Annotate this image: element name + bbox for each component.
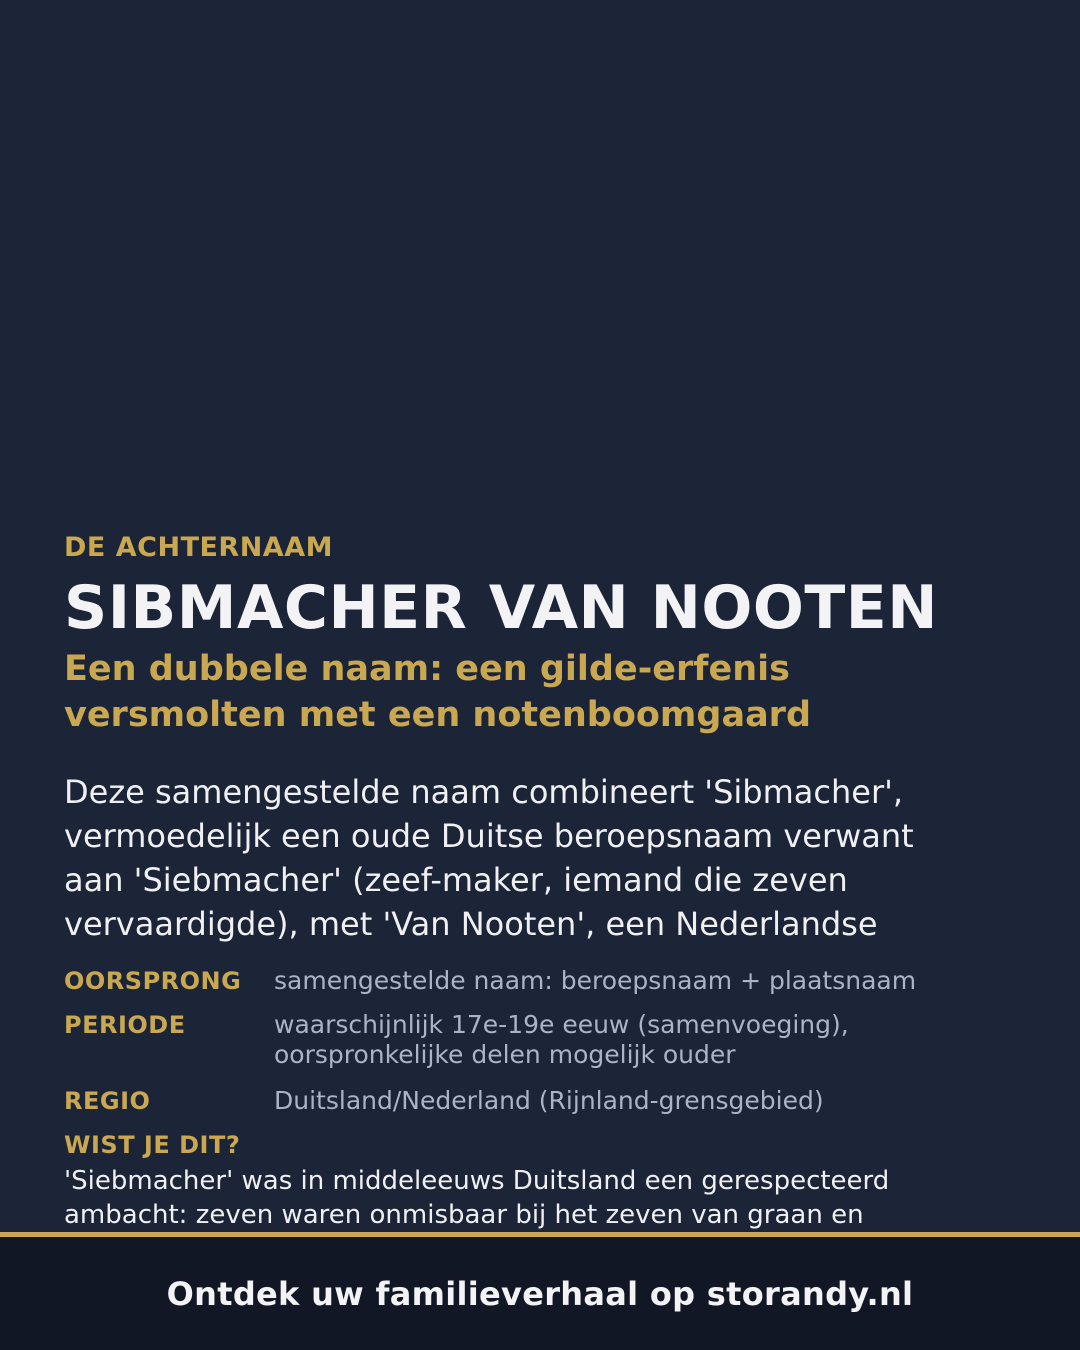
fact-value-line: waarschijnlijk 17e-19e eeuw (samenvoeging), bbox=[274, 1010, 849, 1039]
subtitle bbox=[64, 646, 1024, 738]
did-you-know-text bbox=[64, 1164, 1080, 1232]
fact-row-period bbox=[64, 1010, 1024, 1070]
footer-cta-text: Ontdek uw familieverhaal op storandy.nl bbox=[166, 1274, 914, 1313]
subtitle-line: Een dubbele naam: een gilde-erfenis bbox=[64, 649, 790, 689]
intro-line: Deze samengestelde naam combineert 'Sibmacher', bbox=[64, 773, 904, 811]
fact-label: REGIO bbox=[64, 1087, 151, 1115]
fact-label: OORSPRONG bbox=[64, 967, 242, 995]
fact-row-region bbox=[64, 1086, 1024, 1116]
did-you-know-line: 'Siebmacher' was in middeleeuws Duitsland een gerespecteerd bbox=[64, 1166, 890, 1196]
did-you-know-line: ambacht: zeven waren onmisbaar bij het zeven van graan en bbox=[64, 1200, 864, 1230]
subtitle-line: versmolten met een notenboomgaard bbox=[64, 695, 811, 735]
fact-value bbox=[274, 1010, 1024, 1070]
intro-line: vermoedelijk een oude Duitse beroepsnaam verwant bbox=[64, 817, 914, 855]
facts-list bbox=[64, 966, 1024, 1116]
fact-value-line: oorspronkelijke delen mogelijk ouder bbox=[274, 1040, 736, 1069]
footer-bar bbox=[0, 1237, 1080, 1350]
card-content bbox=[64, 530, 1024, 1160]
intro-paragraph bbox=[64, 770, 1024, 946]
did-you-know-label: WIST JE DIT? bbox=[64, 1131, 241, 1159]
intro-line: aan 'Siebmacher' (zeef-maker, iemand die zeven bbox=[64, 861, 848, 899]
fact-value: samengestelde naam: beroepsnaam + plaatsnaam bbox=[274, 966, 917, 995]
eyebrow-label: DE ACHTERNAAM bbox=[64, 532, 333, 563]
fact-value: Duitsland/Nederland (Rijnland-grensgebied) bbox=[274, 1086, 824, 1115]
fact-label: PERIODE bbox=[64, 1011, 186, 1039]
did-you-know-clip bbox=[0, 1160, 1080, 1232]
surname-title: SIBMACHER VAN NOOTEN bbox=[64, 573, 938, 643]
intro-line: vervaardigde), met 'Van Nooten', een Nederlandse bbox=[64, 905, 878, 943]
fact-row-origin bbox=[64, 966, 1024, 996]
